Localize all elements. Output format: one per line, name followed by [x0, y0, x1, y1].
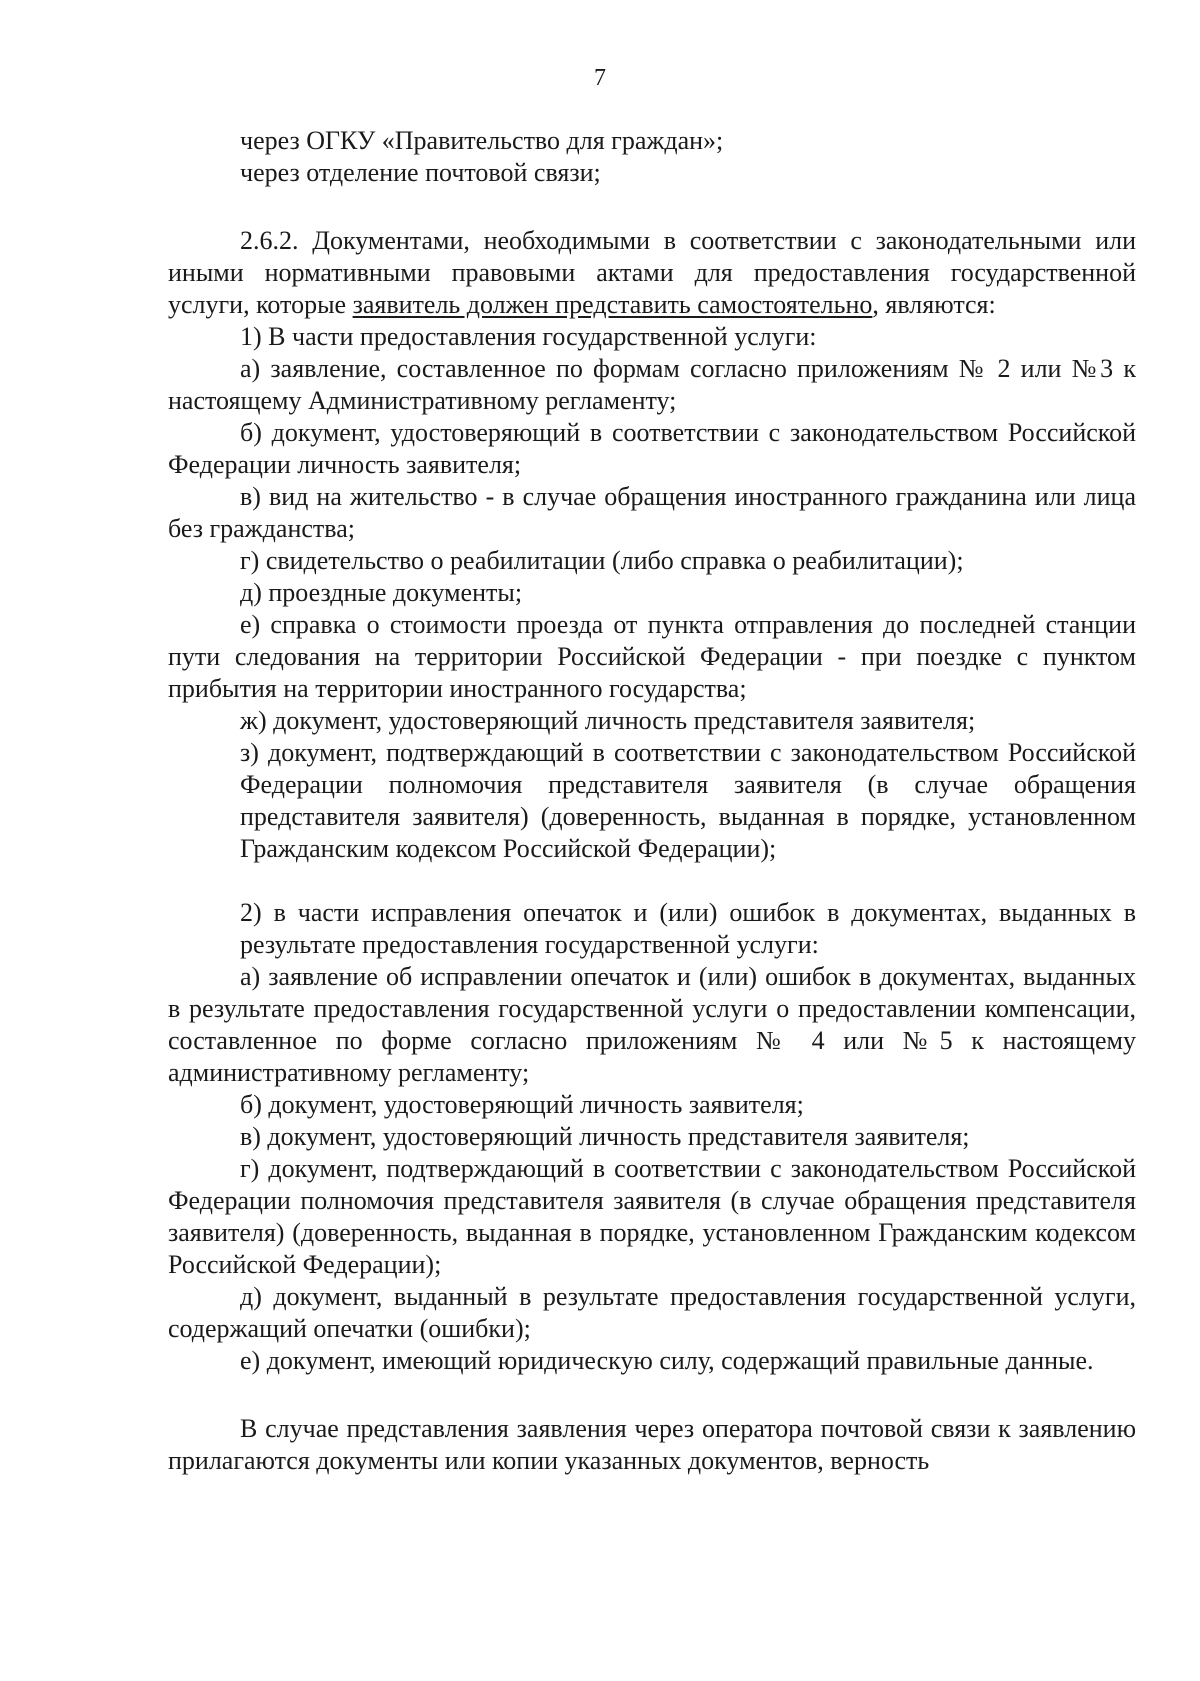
- part2-item-a: а) заявление об исправлении опечаток и (или) ошибок в документах, выданных в результате предоставления государственной услуги о предоставлении компенсации, составленное по форме согласно приложениям № 4 или №5 к настоящему административному регламенту;: [168, 962, 1136, 1087]
- section-tail: , являются:: [872, 290, 996, 319]
- part1-item-e: е) справка о стоимости проезда от пункта отправления до последней станции пути следования на территории Российской Федерации - при поездке с пунктом прибытия на территории иностранного государства;: [168, 610, 1136, 703]
- section-underlined: заявитель должен представить самостоятельно: [352, 290, 873, 319]
- part2-item-b: б) документ, удостоверяющий личность заявителя;: [240, 1090, 804, 1119]
- part2-item-d: д) документ, выданный в результате предоставления государственной услуги, содержащий опечатки (ошибки);: [168, 1282, 1136, 1343]
- part1-item-b: б) документ, удостоверяющий в соответствии с законодательством Российской Федерации личность заявителя;: [168, 418, 1136, 479]
- section-lead: 2.6.2. Документами, необходимыми в соответствии с законодательными или иными нормативными правовыми актами для предоставления государственной услуги, которые: [168, 226, 1136, 319]
- part2-item-g: г) документ, подтверждающий в соответствии с законодательством Российской Федерации полномочия представителя заявителя (в случае обращения представителя заявителя) (доверенность, выданная в порядке, установленном Гражданским кодексом Российской Федерации);: [168, 1154, 1136, 1279]
- part1-item-d: д) проездные документы;: [240, 578, 523, 607]
- section-2-6-2: [168, 225, 1136, 321]
- part2-item-v: в) документ, удостоверяющий личность представителя заявителя;: [240, 1122, 970, 1151]
- part1-item-v: в) вид на жительство - в случае обращения иностранного гражданина или лица без гражданства;: [168, 482, 1136, 543]
- intro-line-1: через ОГКУ «Правительство для граждан»;: [240, 126, 724, 155]
- part1-item-a: а) заявление, составленное по формам согласно приложениям № 2 или №3 к настоящему Административному регламенту;: [168, 354, 1136, 415]
- part1-item-zh: ж) документ, удостоверяющий личность представителя заявителя;: [240, 706, 976, 735]
- intro-line-2: через отделение почтовой связи;: [240, 158, 601, 187]
- page-number: 7: [594, 65, 606, 91]
- closing-paragraph: В случае представления заявления через оператора почтовой связи к заявлению прилагаются документы или копии указанных документов, верность: [168, 1414, 1136, 1475]
- part2-item-e: е) документ, имеющий юридическую силу, содержащий правильные данные.: [240, 1346, 1094, 1375]
- part1-item-z: з) документ, подтверждающий в соответствии с законодательством Российской Федерации полномочия представителя заявителя (в случае обращения представителя заявителя) (доверенность, выданная в порядке, установленном Гражданским кодексом Российской Федерации);: [240, 738, 1136, 863]
- document-body: [168, 125, 1136, 1477]
- part1-item-g: г) свидетельство о реабилитации (либо справка о реабилитации);: [240, 546, 964, 575]
- part1-heading: 1) В части предоставления государственной услуги:: [240, 322, 817, 351]
- part2-heading: 2) в части исправления опечаток и (или) ошибок в документах, выданных в результате предоставления государственной услуги:: [240, 898, 1136, 959]
